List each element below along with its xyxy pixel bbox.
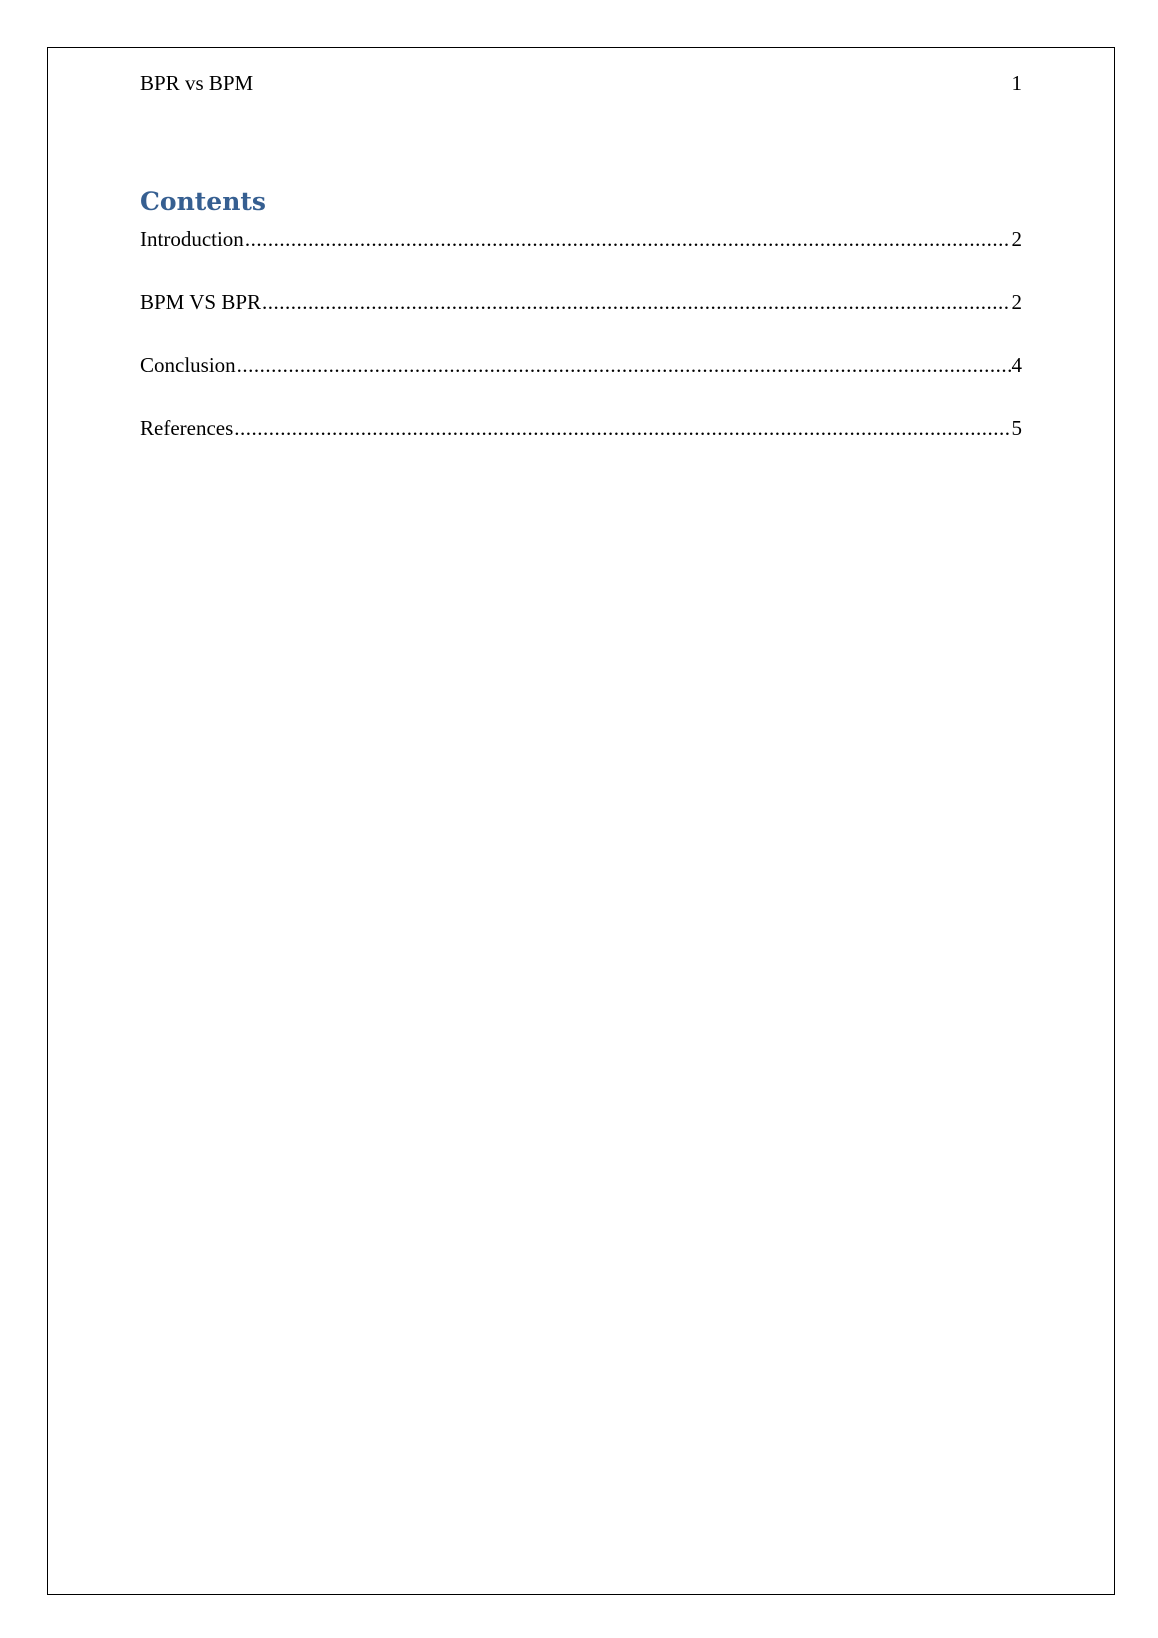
toc-entry-references[interactable] [140, 415, 1022, 442]
toc-dot-leader [237, 352, 1011, 379]
toc-dot-leader [245, 226, 1011, 253]
toc-heading: Contents [140, 187, 267, 216]
toc-entry-label: Conclusion [140, 353, 236, 377]
toc-entry-bpm-vs-bpr[interactable] [140, 289, 1022, 316]
toc-entry-page: 2 [1011, 227, 1022, 251]
table-of-contents [140, 226, 1022, 442]
toc-entry-page: 5 [1011, 416, 1022, 440]
running-header-title: BPR vs BPM [140, 71, 254, 95]
toc-entry-label: BPM VS BPR [140, 290, 262, 314]
toc-dot-leader [262, 289, 1010, 316]
toc-dot-leader [234, 415, 1010, 442]
toc-entry-conclusion[interactable] [140, 352, 1022, 379]
toc-entry-introduction[interactable] [140, 226, 1022, 253]
header-page-number: 1 [1011, 71, 1022, 95]
toc-entry-label: Introduction [140, 227, 244, 251]
toc-entry-page: 2 [1011, 290, 1022, 314]
toc-entry-page: 4 [1011, 353, 1022, 377]
toc-entry-label: References [140, 416, 234, 440]
